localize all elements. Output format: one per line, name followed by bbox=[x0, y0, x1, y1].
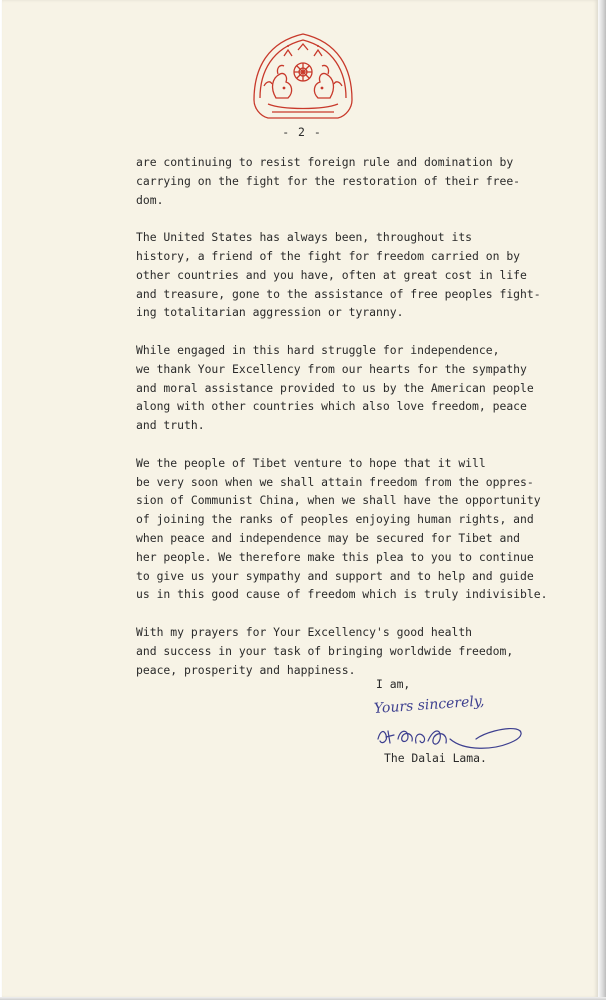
handwritten-closing: Yours sincerely, bbox=[373, 693, 485, 717]
body-paragraph: are continuing to resist foreign rule and domination by carrying on the fight for the restoration of their free- dom. bbox=[136, 155, 521, 207]
page-edge-shadow bbox=[598, 0, 606, 1000]
body-paragraph: While engaged in this hard struggle for independence, we thank Your Excellency from our hearts for the sympathy and moral assistance provided to us by the American people along with other countries which also love freedom, peace and truth. bbox=[136, 342, 534, 433]
signature-icon bbox=[364, 717, 534, 753]
letter-page bbox=[2, 0, 598, 998]
body-paragraph: The United States has always been, throughout its history, a friend of the fight for freedom carried on by other countries and you have, often at great cost in life and treasure, gone to the assistance of free peoples fight- ing totalitarian aggression or tyranny. bbox=[136, 230, 541, 320]
letter-body bbox=[136, 153, 582, 698]
body-paragraph: We the people of Tibet venture to hope that it will be very soon when we shall attain freedom from the oppres- sion of Communist China, when we shall have the opportunity of joining the ranks of peoples enjoying human rights, and when peace and independence may be secured for Tibet and her people. We therefore make this plea to you to continue to give us your sympathy and support and to help and guide us in this good cause of freedom which is truly indivisible. bbox=[136, 455, 548, 602]
signatory-name: The Dalai Lama. bbox=[384, 751, 487, 765]
body-paragraph: With my prayers for Your Excellency's good health and success in your task of bringing worldwide freedom, peace, prosperity and happiness. bbox=[136, 624, 514, 677]
closing-i-am: I am, bbox=[376, 677, 411, 691]
seal-emblem-icon bbox=[248, 28, 358, 124]
page-number: - 2 - bbox=[282, 125, 322, 139]
